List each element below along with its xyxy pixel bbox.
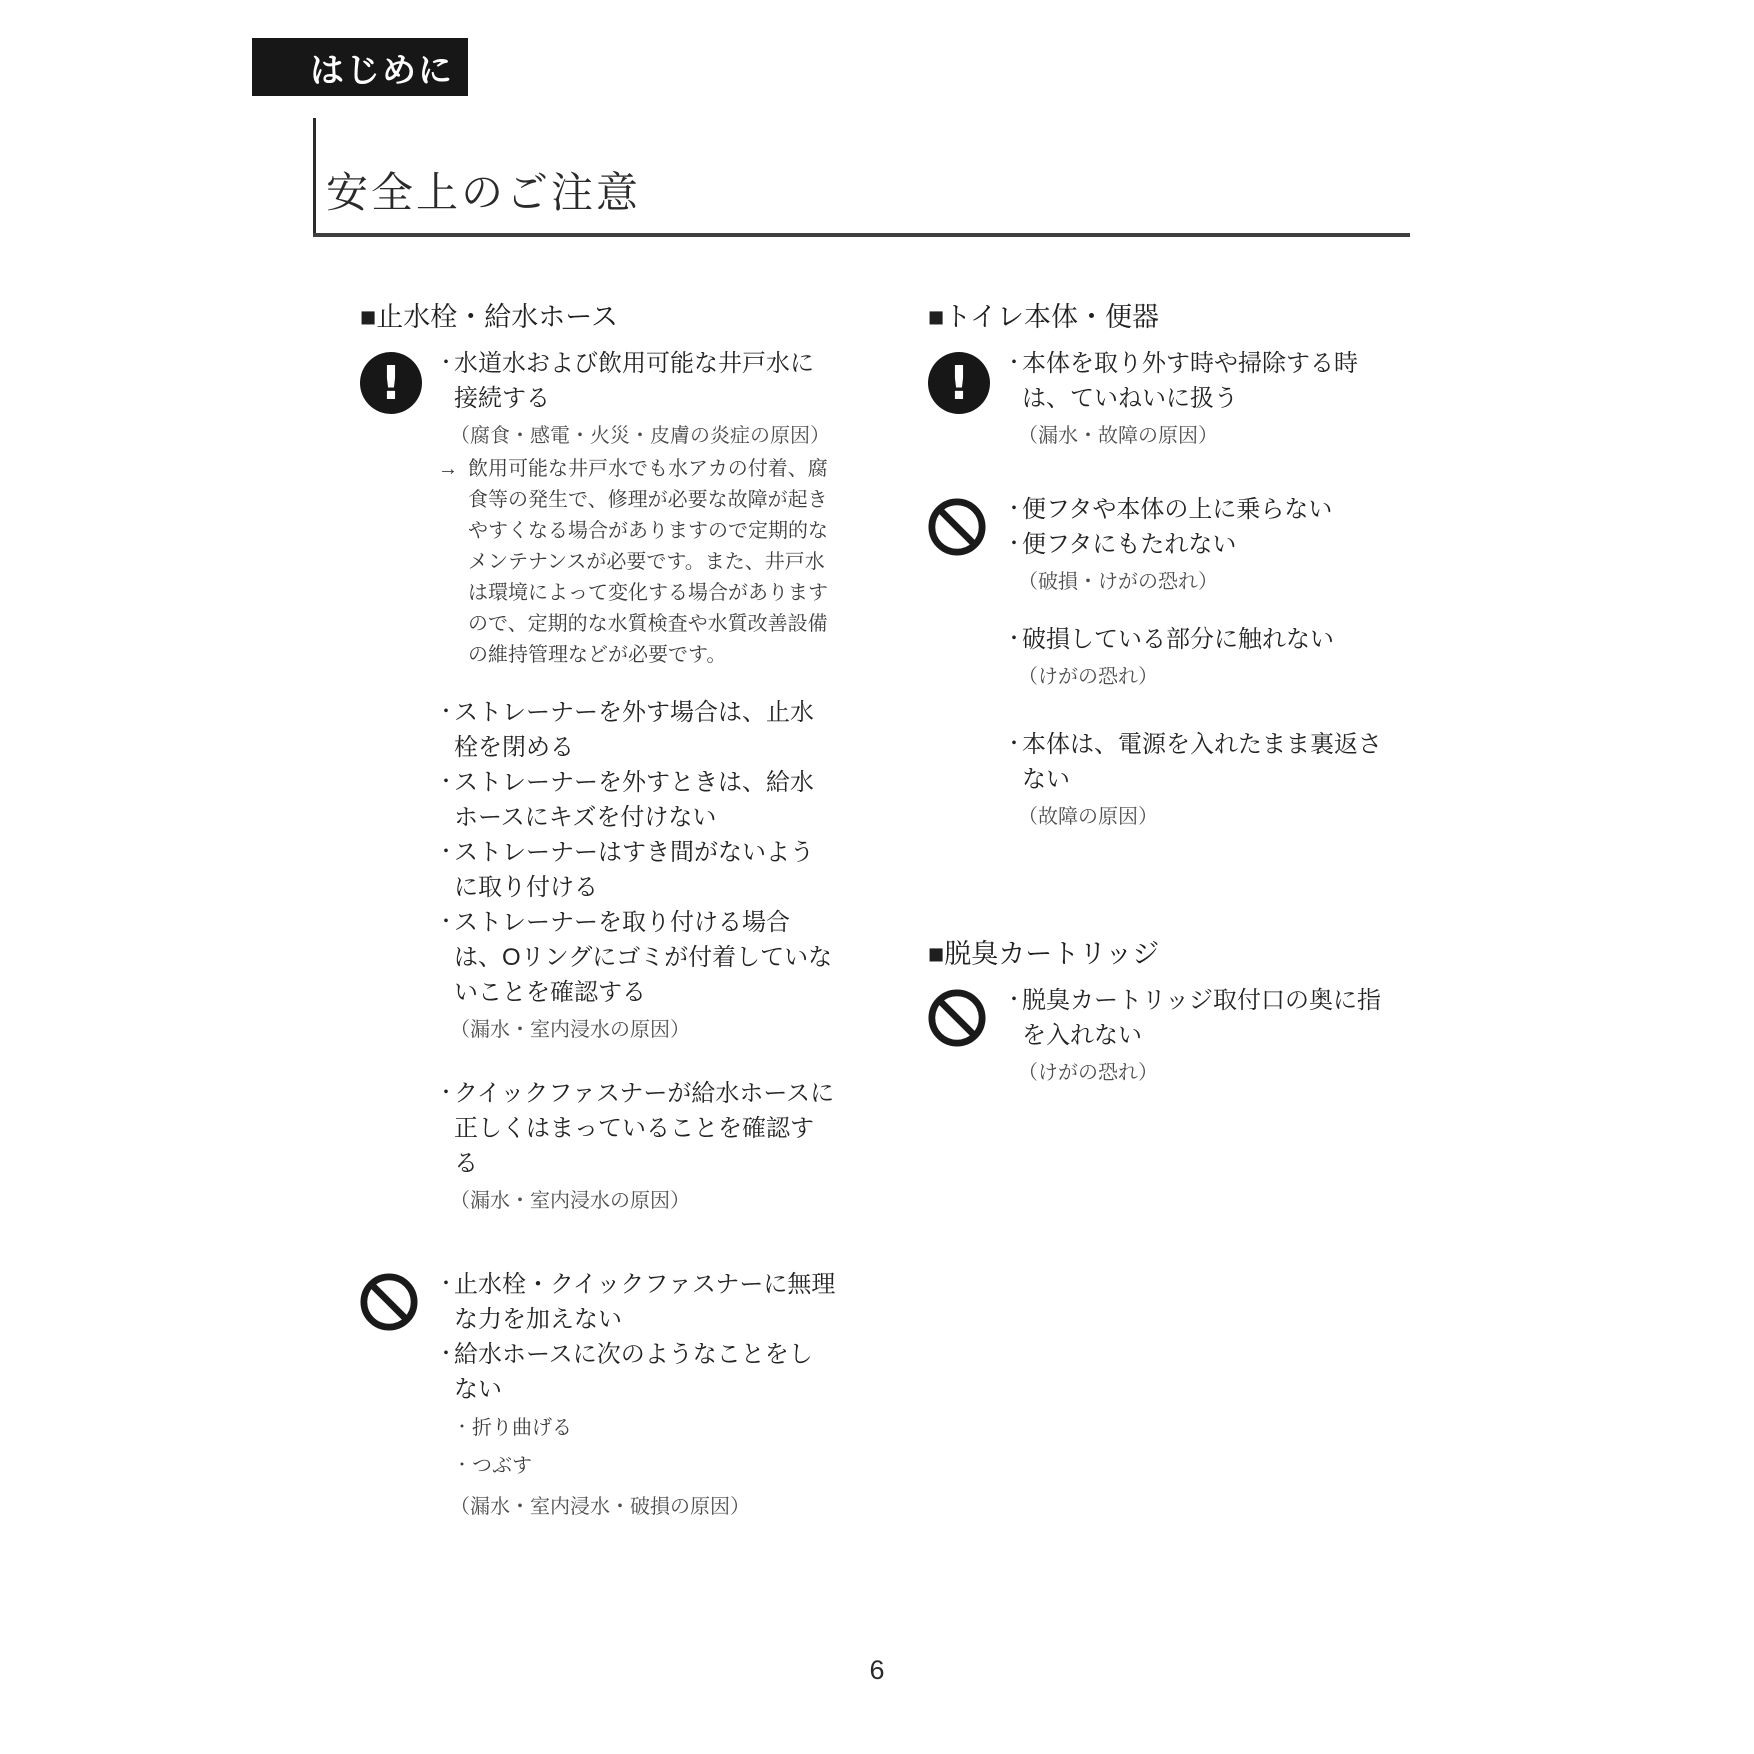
left-mandatory-group bbox=[360, 346, 838, 1217]
bullet-marker: ・ bbox=[436, 1343, 456, 1365]
safety-item-text: 止水栓・クイックファスナーに無理な力を加えない bbox=[454, 1271, 836, 1333]
sub-bullet-marker: ・ bbox=[454, 1419, 471, 1436]
cause-note: （漏水・室内浸水の原因） bbox=[450, 1019, 690, 1041]
bullet-marker: ・ bbox=[1004, 989, 1024, 1011]
title-vertical-rule bbox=[313, 118, 316, 235]
safety-item bbox=[436, 1267, 836, 1337]
right-column bbox=[928, 300, 1406, 1089]
bullet-marker: ・ bbox=[1004, 628, 1024, 650]
title-underline bbox=[313, 233, 1410, 237]
cause-note: （破損・けがの恐れ） bbox=[1018, 571, 1218, 593]
safety-item bbox=[436, 695, 836, 765]
safety-item-text: 本体を取り外す時や掃除する時は、ていねいに扱う bbox=[1022, 350, 1358, 412]
supplementary-note bbox=[438, 454, 836, 671]
safety-item bbox=[436, 905, 836, 1010]
safety-item bbox=[1004, 622, 1404, 657]
bullet-marker: ・ bbox=[436, 1273, 456, 1295]
right-prohibition-group bbox=[928, 492, 1406, 833]
safety-item-text: 便フタや本体の上に乗らない bbox=[1022, 496, 1333, 523]
exclamation-glyph: ! bbox=[380, 356, 402, 410]
safety-item-text: ストレーナーを外すときは、給水ホースにキズを付けない bbox=[454, 769, 814, 831]
safety-item-text: 本体は、電源を入れたまま裏返さない bbox=[1022, 731, 1382, 793]
right-mandatory-group bbox=[928, 346, 1406, 452]
safety-item bbox=[436, 1076, 836, 1181]
safety-item bbox=[436, 1337, 836, 1407]
safety-item bbox=[436, 835, 836, 905]
cartridge-prohibition-group bbox=[928, 983, 1406, 1089]
bullet-marker: ・ bbox=[436, 771, 456, 793]
section-heading-stop-valve: ■止水栓・給水ホース bbox=[360, 302, 618, 332]
safety-item-text: 脱臭カートリッジ取付口の奥に指を入れない bbox=[1022, 987, 1382, 1049]
intro-tab bbox=[252, 38, 468, 96]
bullet-marker: ・ bbox=[436, 1082, 456, 1104]
safety-item-text: ストレーナーはすき間がないように取り付ける bbox=[454, 839, 814, 901]
sub-item-text: つぶす bbox=[472, 1455, 532, 1477]
safety-item bbox=[436, 765, 836, 835]
safety-item bbox=[1004, 727, 1404, 797]
bullet-marker: ・ bbox=[1004, 498, 1024, 520]
cause-note: （漏水・室内浸水の原因） bbox=[450, 1190, 690, 1212]
prohibition-icon bbox=[928, 498, 986, 556]
mandatory-icon bbox=[360, 352, 422, 414]
left-column bbox=[360, 300, 838, 1523]
intro-tab-label: はじめに bbox=[310, 51, 454, 90]
cause-note: （漏水・室内浸水・破損の原因） bbox=[450, 1496, 750, 1518]
arrow-marker: → bbox=[438, 458, 458, 480]
page-title: 安全上のご注意 bbox=[326, 169, 642, 216]
safety-item bbox=[1004, 527, 1404, 562]
safety-item bbox=[1004, 983, 1404, 1053]
bullet-marker: ・ bbox=[436, 701, 456, 723]
cause-note: （けがの恐れ） bbox=[1018, 1062, 1158, 1084]
safety-item-text: 便フタにもたれない bbox=[1022, 531, 1237, 558]
bullet-marker: ・ bbox=[1004, 733, 1024, 755]
safety-item bbox=[436, 346, 836, 416]
safety-item-text: 水道水および飲用可能な井戸水に接続する bbox=[454, 350, 814, 412]
safety-item bbox=[1004, 492, 1404, 527]
cause-note: （漏水・故障の原因） bbox=[1018, 425, 1218, 447]
sub-item bbox=[454, 1413, 836, 1443]
bullet-marker: ・ bbox=[436, 911, 456, 933]
prohibition-icon bbox=[360, 1273, 418, 1331]
exclamation-glyph: ! bbox=[948, 356, 970, 410]
cause-note: （けがの恐れ） bbox=[1018, 666, 1158, 688]
bullet-marker: ・ bbox=[436, 841, 456, 863]
bullet-marker: ・ bbox=[1004, 352, 1024, 374]
safety-item-text: 破損している部分に触れない bbox=[1022, 626, 1334, 653]
page-number: 6 bbox=[869, 1655, 885, 1685]
bullet-marker: ・ bbox=[1004, 533, 1024, 555]
safety-item-text: 給水ホースに次のようなことをしない bbox=[454, 1341, 813, 1403]
safety-item-text: ストレーナーを取り付ける場合は、Oリングにゴミが付着していないことを確認する bbox=[454, 909, 833, 1006]
safety-item bbox=[1004, 346, 1404, 416]
cause-note: （故障の原因） bbox=[1018, 806, 1158, 828]
left-prohibition-group bbox=[360, 1267, 838, 1523]
sub-item-text: 折り曲げる bbox=[472, 1417, 572, 1439]
sub-item bbox=[454, 1451, 836, 1481]
section-heading-toilet-body: ■トイレ本体・便器 bbox=[928, 302, 1159, 332]
bullet-marker: ・ bbox=[436, 352, 456, 374]
safety-item-text: ストレーナーを外す場合は、止水栓を閉める bbox=[454, 699, 814, 761]
supplementary-note-text: 飲用可能な井戸水でも水アカの付着、腐食等の発生で、修理が必要な故障が起きやすくなる場合がありますので定期的なメンテナンスが必要です。また、井戸水は環境によって変化する場合がありますので、定期的な水質検査や水質改善設備の維持管理などが必要です。 bbox=[468, 458, 828, 666]
safety-item-text: クイックファスナーが給水ホースに正しくはまっていることを確認する bbox=[454, 1080, 835, 1177]
section-heading-deodorizing-cartridge: ■脱臭カートリッジ bbox=[928, 939, 1160, 969]
cause-note: （腐食・感電・火災・皮膚の炎症の原因） bbox=[450, 425, 830, 447]
prohibition-icon bbox=[928, 989, 986, 1047]
mandatory-icon bbox=[928, 352, 990, 414]
sub-bullet-marker: ・ bbox=[454, 1457, 471, 1474]
